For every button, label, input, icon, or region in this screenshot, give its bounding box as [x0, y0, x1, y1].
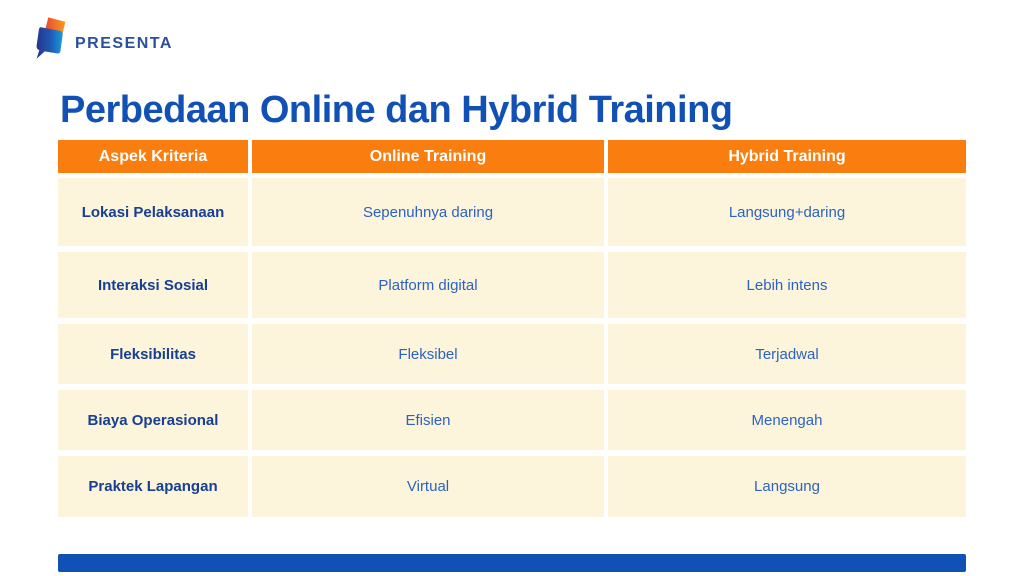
table-row	[58, 324, 966, 384]
hybrid-value: Lebih intens	[608, 252, 966, 318]
table-row	[58, 178, 966, 246]
row-label: Interaksi Sosial	[58, 252, 248, 318]
online-value: Efisien	[252, 390, 604, 450]
online-value: Virtual	[252, 456, 604, 517]
online-value: Platform digital	[252, 252, 604, 318]
title-segment-hybrid: Hybrid Training	[461, 89, 733, 131]
title-segment-online: Online	[259, 89, 376, 131]
online-value: Sepenuhnya daring	[252, 178, 604, 246]
header-aspek-kriteria: Aspek Kriteria	[58, 140, 248, 173]
hybrid-value: Langsung+daring	[608, 178, 966, 246]
hybrid-value: Menengah	[608, 390, 966, 450]
brand-logo	[33, 16, 173, 62]
row-label: Praktek Lapangan	[58, 456, 248, 517]
table-row	[58, 456, 966, 517]
title-segment: Perbedaan	[60, 89, 260, 131]
brand-name: PRESENTA	[75, 35, 173, 52]
table-row	[58, 252, 966, 318]
hybrid-value: Langsung	[608, 456, 966, 517]
row-label: Biaya Operasional	[58, 390, 248, 450]
footer-accent-bar	[58, 554, 966, 572]
table-row	[58, 390, 966, 450]
table-header-row	[58, 140, 966, 173]
row-label: Fleksibilitas	[58, 324, 248, 384]
comparison-table	[58, 140, 966, 517]
header-hybrid-training: Hybrid Training	[608, 140, 966, 173]
hybrid-value: Terjadwal	[608, 324, 966, 384]
page-title	[60, 90, 733, 132]
presenta-logo-icon	[33, 16, 69, 62]
title-segment: dan	[375, 89, 462, 131]
online-value: Fleksibel	[252, 324, 604, 384]
header-online-training: Online Training	[252, 140, 604, 173]
row-label: Lokasi Pelaksanaan	[58, 178, 248, 246]
